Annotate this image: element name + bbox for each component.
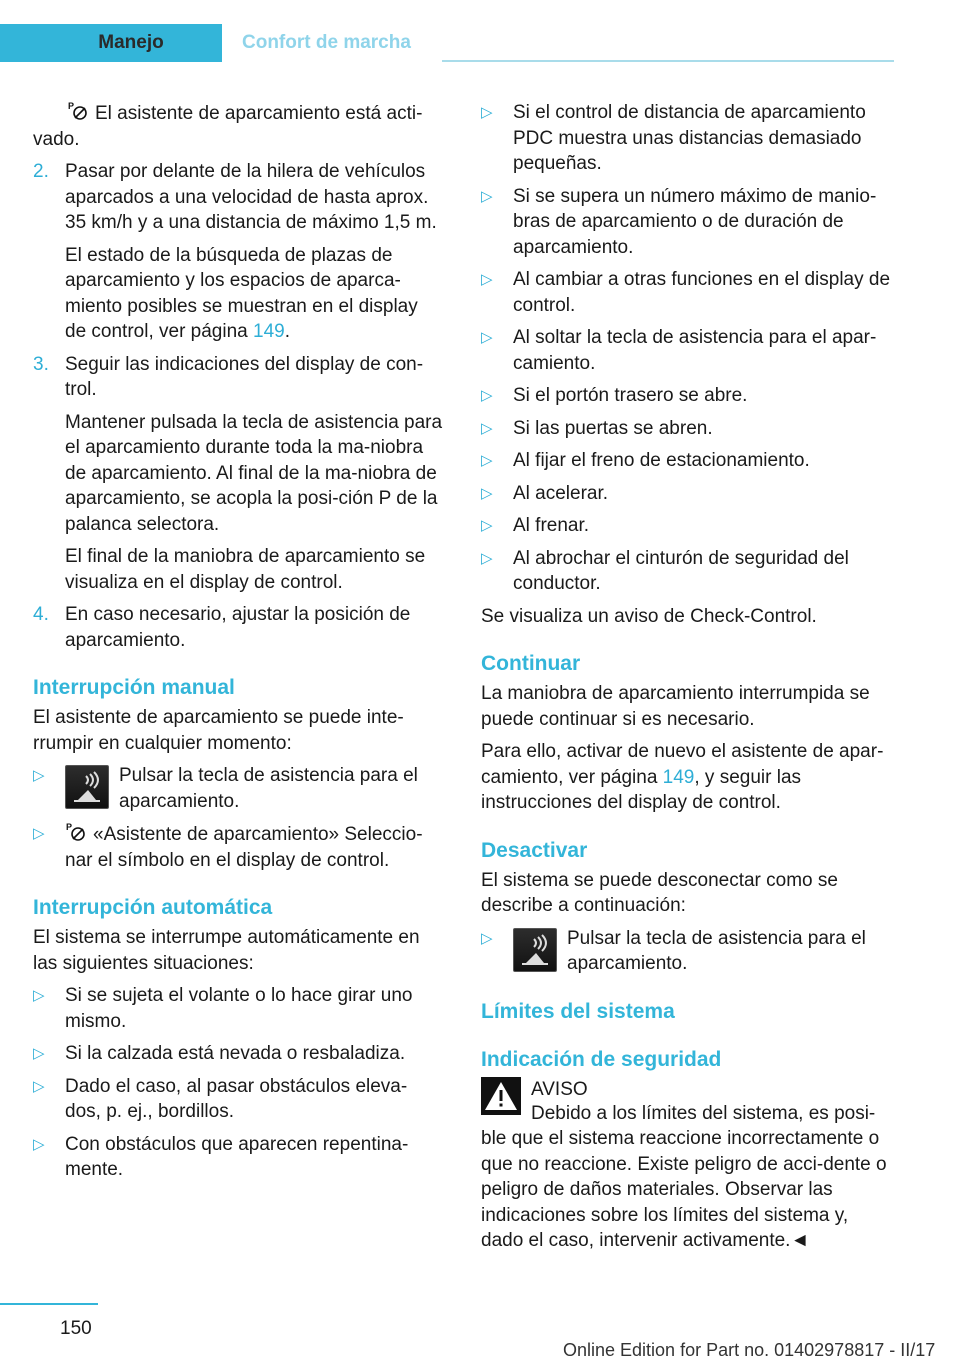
list-item	[481, 513, 891, 539]
step-text: Pasar por delante de la hilera de vehículos aparcados a una velocidad de hasta aprox. 35 km/h y a una distancia de máximo 1,5 m.	[65, 161, 437, 233]
list-item	[33, 821, 443, 873]
checkcontrol-note: Se visualiza un aviso de Check-Control.	[481, 605, 817, 627]
page-link[interactable]: 149	[662, 766, 695, 788]
list-item-text: Dado el caso, al pasar obstáculos eleva-dos, p. ej., bordillos.	[65, 1075, 408, 1122]
list-item	[33, 1074, 443, 1125]
park-assist-icon	[67, 100, 89, 122]
list-item	[481, 448, 891, 474]
list-item-text: Si se sujeta el volante o lo hace girar uno mismo.	[65, 985, 413, 1032]
edition-footer: Online Edition for Part no. 01402978817 - II/17	[563, 1340, 936, 1360]
list-item	[481, 184, 891, 261]
manual-intro: El asistente de aparcamiento se puede inte-rrumpir en cualquier momento:	[33, 707, 404, 754]
list-item-text: Al frenar.	[513, 515, 590, 536]
bullet-arrow-icon: ▷	[481, 549, 493, 567]
bullet-arrow-icon: ▷	[481, 484, 493, 502]
continuar-instructions-text: Para ello, activar de nuevo el asistente de apar-camiento, ver página	[481, 741, 884, 788]
heading-continuar: Continuar	[481, 652, 581, 675]
header-rule	[442, 60, 894, 62]
auto-list	[33, 983, 443, 1183]
tab-confort-de-marcha: Confort de marcha	[242, 32, 411, 53]
list-item	[33, 1041, 443, 1067]
bullet-arrow-icon: ▷	[33, 1045, 45, 1062]
continuar-text: La maniobra de aparcamiento interrumpida se puede continuar si es necesario.	[481, 683, 870, 730]
bullet-arrow-icon: ▷	[481, 419, 493, 437]
bullet-arrow-icon: ▷	[33, 825, 45, 842]
list-item-text: Pulsar la tecla de asistencia para el aparcamiento.	[567, 927, 866, 974]
step-number: 2.	[33, 161, 49, 182]
bullet-arrow-icon: ▷	[481, 271, 493, 288]
heading-indicacion-seguridad: Indicación de seguridad	[481, 1047, 722, 1071]
step-note	[65, 243, 443, 345]
bullet-arrow-icon: ▷	[33, 1135, 45, 1153]
list-item-text: Con obstáculos que aparecen repentina-mente.	[65, 1133, 409, 1180]
list-item-text: Si las puertas se abren.	[513, 417, 713, 439]
auto-list-continued	[481, 100, 891, 597]
bullet-arrow-icon: ▷	[481, 929, 493, 947]
list-item	[481, 267, 891, 318]
bullet-arrow-icon: ▷	[481, 104, 493, 121]
warning-title: AVISO	[531, 1078, 588, 1100]
bullet-arrow-icon: ▷	[481, 452, 493, 469]
svg-text:P: P	[68, 101, 75, 111]
list-item-text: Si el control de distancia de aparcamiento PDC muestra unas distancias demasiado pequeñas.	[513, 102, 866, 174]
continuar-instructions	[481, 739, 891, 816]
heading-interrupcion-automatica: Interrupción automática	[33, 896, 273, 919]
bullet-arrow-icon: ▷	[481, 329, 493, 346]
park-assist-icon	[65, 821, 87, 843]
step-note: El final de la maniobra de aparcamiento se visualiza en el display de control.	[65, 546, 426, 593]
list-item-text: Si la calzada está nevada o resbaladiza.	[65, 1043, 406, 1064]
list-item-text: Al acelerar.	[513, 482, 609, 504]
step-text: En caso necesario, ajustar la posición de aparcamiento.	[65, 604, 411, 651]
bullet-arrow-icon: ▷	[33, 1077, 45, 1095]
step-4	[33, 602, 443, 653]
intro-text: El asistente de aparcamiento está acti-vado.	[33, 103, 423, 150]
bullet-arrow-icon: ▷	[481, 187, 493, 205]
list-item	[481, 100, 891, 177]
step-text: Seguir las indicaciones del display de con-trol.	[65, 353, 424, 400]
bullet-arrow-icon: ▷	[481, 387, 493, 404]
step-note: Mantener pulsada la tecla de asistencia para el aparcamiento durante toda la ma-niobra de aparcamiento. Al final de la ma-niobra de aparcamiento, se acopla la posi-ción P de la palanca selectora.	[65, 411, 443, 535]
list-item-text: Al abrochar el cinturón de seguridad del conductor.	[513, 547, 849, 594]
step-number: 4.	[33, 604, 49, 625]
list-item	[481, 481, 891, 507]
bullet-arrow-icon: ▷	[33, 767, 45, 784]
desactivar-intro: El sistema se puede desconectar como se describe a continuación:	[481, 869, 838, 916]
list-item-text: «Asistente de aparcamiento» Seleccio-nar el símbolo en el display de control.	[65, 824, 423, 871]
intro-paragraph	[33, 100, 443, 152]
step-number: 3.	[33, 353, 49, 375]
list-item	[481, 325, 891, 376]
left-column	[33, 100, 443, 1190]
step-note-end: .	[284, 321, 290, 342]
list-item	[33, 763, 443, 814]
list-item-text: Pulsar la tecla de asistencia para el aparcamiento.	[119, 765, 418, 812]
right-column	[481, 100, 891, 1261]
park-assist-button-icon	[65, 765, 109, 809]
list-item	[33, 983, 443, 1034]
warning-text: Debido a los límites del sistema, es posi-ble que el sistema reaccione incorrectamente o que no reaccione. Existe peligro de acci-dente o peligro de daños materiales. Observar las indicaciones sobre los límites del sistema y, dado el caso, intervenir activamente.◄	[481, 1102, 887, 1251]
page-link[interactable]: 149	[253, 321, 285, 342]
bullet-arrow-icon: ▷	[33, 987, 45, 1004]
page-number: 150	[60, 1318, 92, 1339]
step-note-text: El estado de la búsqueda de plazas de aparcamiento y los espacios de aparca-miento posibles se muestran en el display de control, ver página	[65, 244, 418, 342]
step-3	[33, 352, 443, 596]
continuar-instructions-end: , y seguir las instrucciones del display de control.	[481, 766, 802, 813]
list-item-text: Al fijar el freno de estacionamiento.	[513, 450, 810, 471]
heading-desactivar: Desactivar	[481, 838, 588, 862]
auto-intro: El sistema se interrumpe automáticamente en las siguientes situaciones:	[33, 927, 420, 974]
warning-triangle-icon	[481, 1077, 521, 1115]
heading-interrupcion-manual: Interrupción manual	[33, 676, 235, 699]
list-item-text: Si se supera un número máximo de manio-bras de aparcamiento o de duración de aparcamiento.	[513, 185, 877, 258]
tab-manejo: Manejo	[0, 24, 222, 62]
list-item	[481, 926, 891, 977]
list-item	[481, 383, 891, 409]
svg-text:P: P	[66, 822, 73, 832]
bullet-arrow-icon: ▷	[481, 517, 493, 534]
heading-limites: Límites del sistema	[481, 999, 675, 1023]
list-item-text: Al soltar la tecla de asistencia para el apar-camiento.	[513, 327, 877, 374]
footer-rule	[0, 1303, 98, 1305]
list-item	[33, 1132, 443, 1183]
list-item	[481, 416, 891, 442]
step-2	[33, 159, 443, 345]
list-item-text: Al cambiar a otras funciones en el display de control.	[513, 269, 891, 316]
list-item	[481, 546, 891, 597]
list-item-text: Si el portón trasero se abre.	[513, 385, 748, 406]
park-assist-button-icon	[513, 928, 557, 972]
